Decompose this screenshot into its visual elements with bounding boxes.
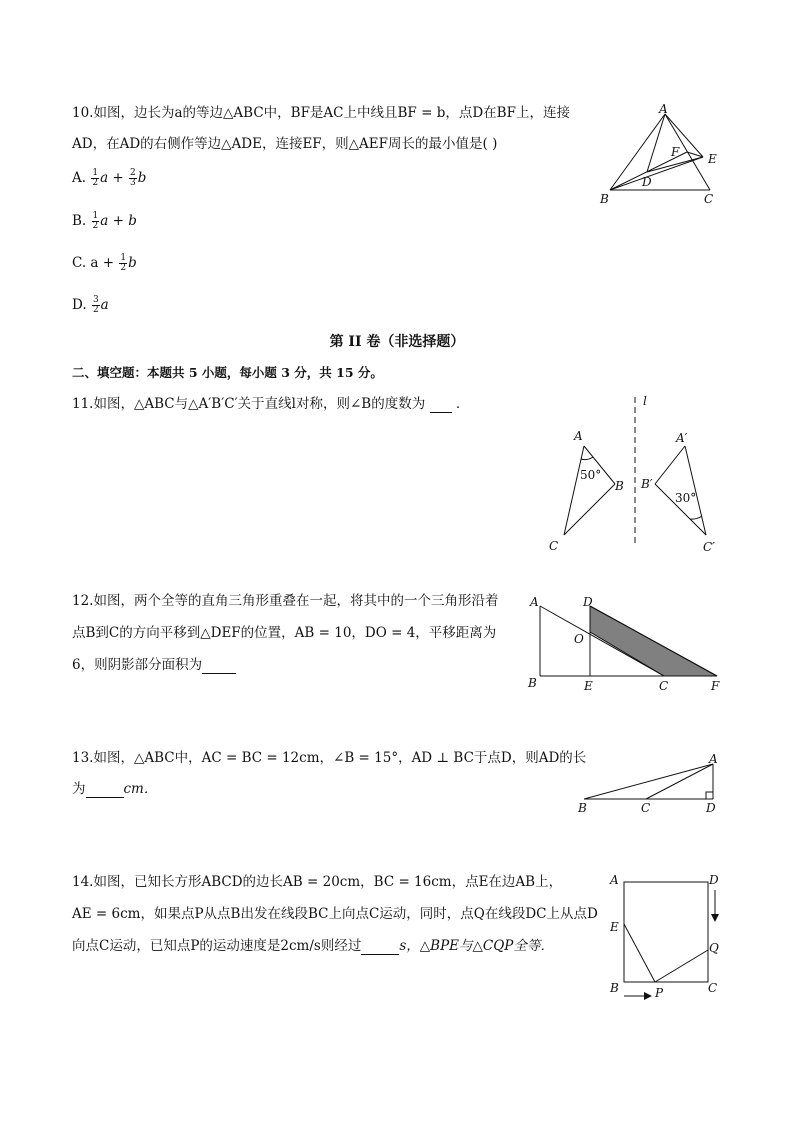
q10-label-c: C: [704, 192, 714, 206]
q10-option-a-mid: a +: [100, 170, 129, 186]
q10-option-c-prefix: C. a +: [72, 255, 119, 271]
q12-label-e: E: [584, 679, 593, 693]
frac-num: 2: [130, 168, 136, 178]
q14-rectangle-abcd: [624, 882, 708, 982]
frac-den: 2: [120, 263, 127, 273]
q14-line1: 14.如图，已知长方形ABCD的边长AB = 20cm，BC = 16cm，点E在边AB上，: [72, 874, 563, 890]
q10-option-a-prefix: A.: [72, 170, 91, 186]
q10-option-d-end: a: [100, 297, 109, 313]
q13-answer-blank[interactable]: [86, 784, 124, 798]
q14-label-p: P: [655, 986, 664, 1000]
q13-label-c: C: [641, 801, 651, 815]
q10-line1: 10.如图，边长为a的等边△ABC中，BF是AC上中线且BF = b，点D在BF上，连接: [72, 105, 570, 121]
q13-line2: [72, 780, 157, 798]
q10-label-d: D: [642, 175, 652, 189]
q10-option-a-frac2: [129, 169, 137, 188]
q14-label-a: A: [610, 873, 619, 887]
q11-label-c2: C′: [703, 540, 715, 554]
q14-line2: AE = 6cm，如果点P从点B出发在线段BC上向点C运动，同时，点Q在线段DC上从点D: [72, 906, 598, 922]
q10-option-d-frac: [92, 296, 100, 315]
q12-label-d: D: [583, 595, 593, 609]
q11-angle-arc-c2: [690, 516, 702, 519]
q10-seg-be: [610, 157, 703, 190]
q12-label-o: O: [574, 632, 584, 646]
frac-den: 3: [130, 178, 136, 188]
q13-line2-before: 为: [72, 781, 86, 797]
frac-num: 1: [120, 253, 127, 263]
q11-answer-blank[interactable]: [430, 399, 452, 413]
q11-label-a: A: [574, 429, 583, 443]
q11-text-before: 11.如图，△ABC与△A′B′C′关于直线l对称，则∠B的度数为: [72, 396, 426, 412]
q12-line2: 点B到C的方向平移到△DEF的位置，AB = 10，DO = 4，平移距离为: [72, 625, 497, 641]
q10-option-a-frac1: [91, 169, 99, 188]
section-heading: 第 II 卷（非选择题）: [329, 334, 465, 350]
q11-text: [72, 395, 469, 413]
q10-option-b-prefix: B.: [72, 213, 91, 229]
q14-label-e: E: [610, 920, 619, 934]
frac-num: 3: [92, 295, 99, 305]
frac-num: 1: [92, 211, 99, 221]
q11-angle-50: 50°: [580, 468, 602, 482]
q11-seg-a2b2: [655, 446, 685, 484]
q10-figure: [596, 102, 726, 210]
q12-answer-blank[interactable]: [202, 660, 236, 674]
q10-option-c: [72, 254, 137, 273]
q10-line2: AD，在AD的右侧作等边△ADE，连接EF，则△AEF周长的最小值是( ): [72, 136, 498, 152]
q14-line3: [72, 937, 554, 955]
q12-label-f: F: [711, 679, 720, 693]
q10-label-e: E: [708, 152, 717, 166]
q10-seg-ad: [647, 114, 665, 172]
q13-seg-ab: [584, 764, 713, 799]
q10-option-b: [72, 212, 137, 231]
q11-label-l: l: [643, 394, 647, 408]
q10-option-b-end: a + b: [100, 213, 137, 229]
frac-num: 1: [92, 168, 99, 178]
q12-figure: [524, 592, 734, 697]
q10-label-b: B: [600, 192, 609, 206]
q12-line3-text: 6，则阴影部分面积为: [72, 657, 203, 673]
frac-den: 2: [92, 178, 99, 188]
q12-label-b: B: [528, 676, 537, 690]
q10-option-a: [72, 169, 146, 188]
q14-line3-before: 向点C运动，已知点P的运动速度是2cm/s则经过: [72, 938, 362, 954]
q11-seg-bc: [564, 484, 615, 535]
q11-figure: [544, 395, 734, 555]
q13-figure: [574, 750, 734, 820]
section-subtitle: 二、填空题：本题共 5 小题，每小题 3 分，共 15 分。: [72, 365, 383, 380]
q14-answer-blank[interactable]: [361, 941, 399, 955]
q11-angle-30: 30°: [675, 491, 697, 505]
q13-line2-after: cm．: [123, 781, 158, 797]
q11-label-a2: A′: [676, 431, 688, 445]
q13-label-d: D: [706, 801, 716, 815]
q12-label-a: A: [530, 595, 539, 609]
q14-seg-ep: [624, 924, 655, 982]
q14-line3-after: s，△BPE与△CQP全等．: [399, 938, 554, 954]
q14-seg-pq: [655, 950, 708, 982]
q10-seg-ab: [610, 114, 665, 190]
q12-line3: [72, 656, 236, 674]
q11-label-b: B: [615, 479, 624, 493]
q14-arrow-p-head: [644, 992, 652, 1000]
q14-label-q: Q: [709, 941, 719, 955]
q12-label-c: C: [659, 679, 669, 693]
q13-seg-ac: [646, 764, 713, 799]
q10-option-c-frac: [119, 254, 127, 273]
q13-right-angle-mark: [706, 792, 713, 799]
q10-option-b-frac: [92, 212, 100, 231]
q10-option-a-end: b: [137, 170, 147, 186]
q11-label-c: C: [549, 539, 559, 553]
q12-line1: 12.如图，两个全等的直角三角形重叠在一起，将其中的一个三角形沿着: [72, 593, 499, 609]
q14-label-b: B: [610, 981, 619, 995]
frac-den: 2: [92, 305, 99, 315]
q13-label-b: B: [578, 801, 587, 815]
frac-den: 2: [92, 221, 99, 231]
q11-text-after: ．: [455, 396, 470, 412]
q13-label-a: A: [709, 752, 718, 766]
q10-option-c-end: b: [128, 255, 137, 271]
q10-option-d-prefix: D.: [72, 297, 91, 313]
q14-label-d: D: [709, 873, 719, 887]
q13-line1: 13.如图，△ABC中，AC = BC = 12cm，∠B = 15°，AD ⊥ BC于点D，则AD的长: [72, 750, 587, 766]
q14-figure: [604, 868, 734, 1008]
q10-option-d: [72, 296, 109, 315]
q14-arrow-d-head: [711, 914, 719, 922]
q14-label-c: C: [708, 981, 718, 995]
q11-label-b2: B′: [641, 477, 653, 491]
q11-angle-arc-a: [581, 457, 593, 460]
q10-label-f: F: [671, 145, 680, 159]
q10-label-a: A: [659, 102, 668, 116]
